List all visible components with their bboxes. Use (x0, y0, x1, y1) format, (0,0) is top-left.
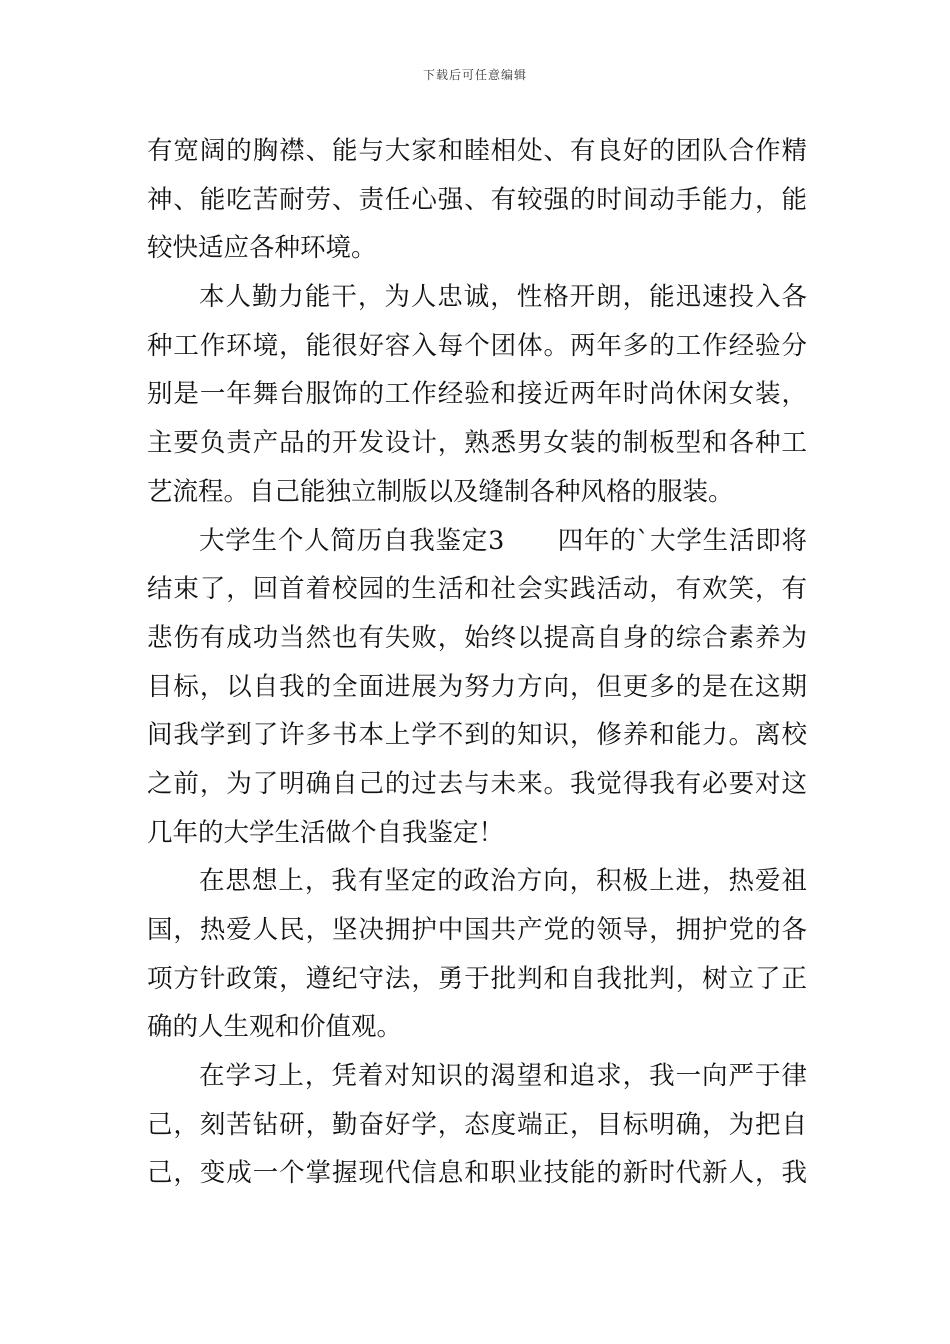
text-line: 己，刻苦钻研，勤奋好学，态度端正，目标明确，为把自 (147, 1109, 807, 1140)
text-line: 之前，为了明确自己的过去与未来。我觉得我有必要对这 (147, 768, 807, 799)
text-line: 结束了，回首着校园的生活和社会实践活动，有欢笑，有 (147, 574, 807, 605)
text-line: 别是一年舞台服饰的工作经验和接近两年时尚休闲女装， (147, 379, 807, 410)
text-line: 种工作环境，能很好容入每个团体。两年多的工作经验分 (147, 330, 807, 361)
paragraph-first-line: 本人勤力能干，为人忠诚，性格开朗，能迅速投入各 (199, 282, 807, 313)
text-line: 己，变成一个掌握现代信息和职业技能的新时代新人，我 (147, 1158, 807, 1189)
text-line: 有宽阔的胸襟、能与大家和睦相处、有良好的团队合作精 (147, 136, 807, 166)
text-line: 项方针政策，遵纪守法，勇于批判和自我批判，树立了正 (147, 963, 807, 994)
text-line: 国，热爱人民，坚决拥护中国共产党的领导，拥护党的各 (147, 915, 807, 945)
text-line: 目标，以自我的全面进展为努力方向，但更多的是在这期 (147, 671, 807, 702)
text-line: 几年的大学生活做个自我鉴定！ (147, 817, 505, 848)
section-heading-line: 大学生个人简历自我鉴定3 四年的`大学生活即将 (199, 525, 807, 556)
text-line: 较快适应各种环境。 (147, 233, 377, 264)
page-header: 下载后可任意编辑 (422, 68, 527, 82)
document-body (147, 127, 807, 1198)
text-line: 主要负责产品的开发设计，熟悉男女装的制板型和各种工 (147, 428, 807, 459)
text-line: 悲伤有成功当然也有失败，始终以提高自身的综合素养为 (147, 622, 807, 653)
paragraph-first-line: 在学习上，凭着对知识的渴望和追求，我一向严于律 (199, 1061, 807, 1092)
text-line: 神、能吃苦耐劳、责任心强、有较强的时间动手能力，能 (147, 184, 807, 215)
text-line: 间我学到了许多书本上学不到的知识，修养和能力。离校 (147, 720, 807, 751)
paragraph-first-line: 在思想上，我有坚定的政治方向，积极上进，热爱祖 (199, 866, 807, 897)
text-line: 艺流程。自己能独立制版以及缝制各种风格的服装。 (147, 476, 734, 507)
text-line: 确的人生观和价值观。 (147, 1012, 403, 1043)
